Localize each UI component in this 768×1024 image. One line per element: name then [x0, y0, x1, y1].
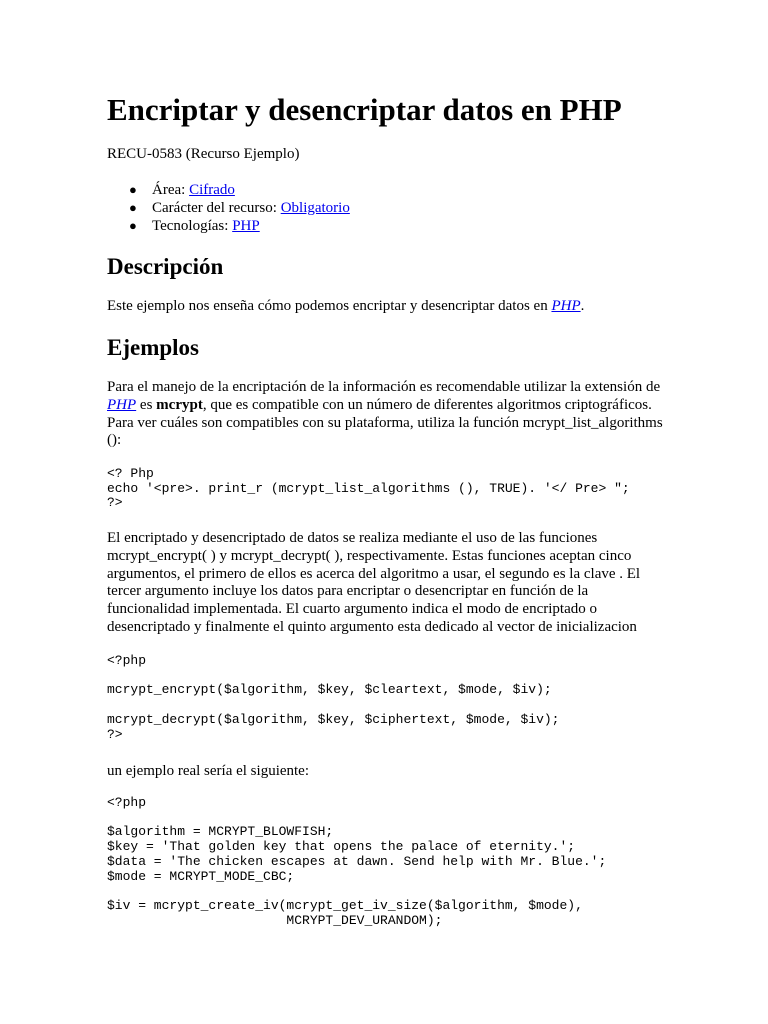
ejemplos-php-link[interactable]: PHP — [107, 396, 137, 413]
bullet-icon: ● — [129, 182, 137, 197]
meta-item-tecnologias — [107, 217, 350, 235]
descripcion-text-end: . — [580, 298, 585, 314]
meta-caracter-link[interactable]: Obligatorio — [280, 200, 350, 216]
ejemplos-paragraph-2: El encriptado y desencriptado de datos se realiza mediante el uso de las funciones mcrypt_encrypt( ) y mcrypt_decrypt( ), respectivamente. Estas funciones aceptan cinco argumentos, el primero de ellos es acerca del algoritmo a usar, el segundo es la clave . El tercer argumento incluye los datos para encriptar o desencriptar en función de la funcionalidad implementada. El cuarto argumento indica el modo de encriptado o desencriptado y finalmente el quinto argumento esta dedicado al vector de inicializacion — [107, 530, 641, 635]
meta-tecnologias-link[interactable]: PHP — [232, 218, 260, 234]
resource-id: RECU-0583 (Recurso Ejemplo) — [107, 146, 300, 162]
ejemplos-p1-text: Para el manejo de la encriptación de la información es recomendable utilizar la extensión de — [107, 379, 661, 395]
bullet-icon: ● — [129, 200, 137, 215]
ejemplos-p1-text-3: , que es compatible con un número de diferentes algoritmos criptográficos. Para ver cuáles son compatibles con su plataforma, utiliza la función mcrypt_list_algorithms (): — [107, 396, 663, 449]
section-heading-descripcion: Descripción — [107, 254, 224, 279]
ejemplos-p1-text-2: es — [136, 396, 157, 413]
section-heading-ejemplos: Ejemplos — [107, 335, 199, 360]
mcrypt-bold: mcrypt — [156, 396, 203, 413]
ejemplos-paragraph-3: un ejemplo real sería el siguiente: — [107, 763, 310, 779]
code-block-encrypt-decrypt: <?php mcrypt_encrypt($algorithm, $key, $cleartext, $mode, $iv); mcrypt_decrypt($algorithm, $key, $ciphertext, $mode, $iv); ?> — [107, 653, 560, 742]
meta-area-link[interactable]: Cifrado — [189, 182, 235, 198]
meta-tecnologias-label: Tecnologías: — [152, 218, 229, 234]
descripcion-php-link[interactable]: PHP — [551, 298, 581, 314]
descripcion-paragraph — [107, 298, 667, 316]
bullet-icon: ● — [129, 218, 137, 233]
ejemplos-paragraph-1 — [107, 379, 667, 450]
code-block-list-algorithms: <? Php echo '<pre>. print_r (mcrypt_list_algorithms (), TRUE). '</ Pre> "; ?> — [107, 466, 630, 511]
meta-area-label: Área: — [152, 182, 186, 198]
meta-caracter-label: Carácter del recurso: — [152, 200, 277, 216]
meta-item-area — [107, 181, 350, 199]
meta-item-caracter — [107, 199, 350, 217]
page-title: Encriptar y desencriptar datos en PHP — [107, 92, 622, 127]
code-block-example: <?php $algorithm = MCRYPT_BLOWFISH; $key = 'That golden key that opens the palace of eternity.'; $data = 'The chicken escapes at dawn. Send help with Mr. Blue.'; $mode = MCRYPT_MODE_CBC; $iv = mcrypt_create_iv(mcrypt_get_iv_size($algorithm, $mode), MCRYPT_DEV_URANDOM); — [107, 795, 607, 928]
descripcion-text: Este ejemplo nos enseña cómo podemos encriptar y desencriptar datos en — [107, 298, 552, 314]
resource-meta-list — [107, 181, 350, 235]
